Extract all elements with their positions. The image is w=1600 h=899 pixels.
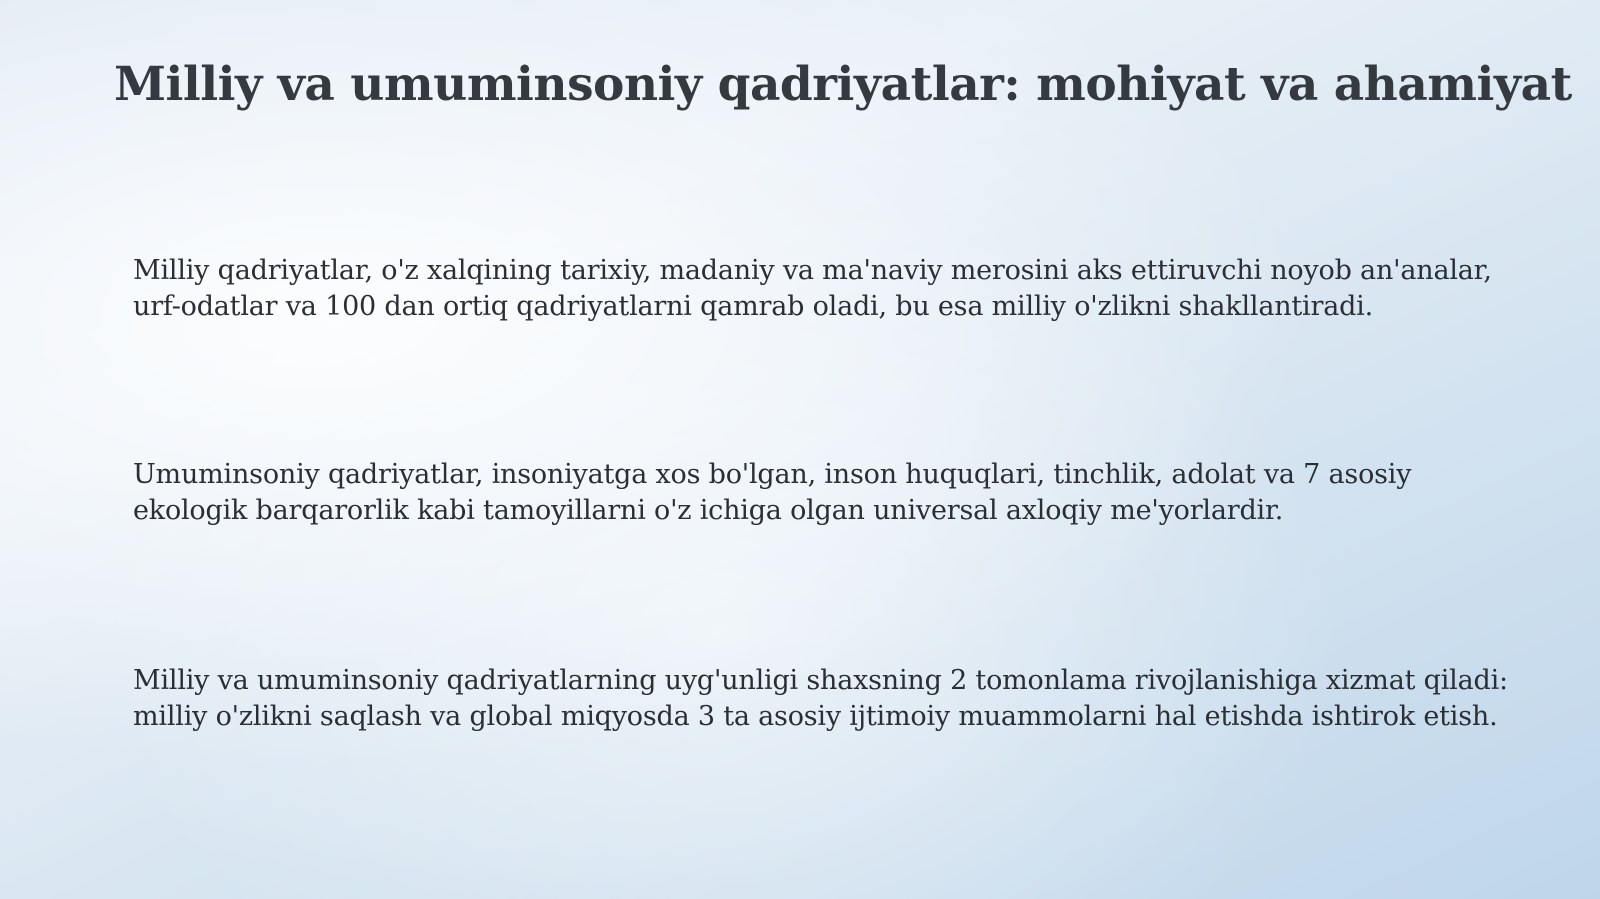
paragraph-harmony-of-values: Milliy va umuminsoniy qadriyatlarning uyg'unligi shaxsning 2 tomonlama rivojlanishiga xizmat qiladi: milliy o'zlikni saqlash va global miqyosda 3 ta asosiy ijtimoiy muammolarni hal etishda ishtirok etish. [133,665,1508,732]
slide-title: Milliy va umuminsoniy qadriyatlar: mohiyat va ahamiyat [114,57,1572,112]
paragraph-universal-values: Umuminsoniy qadriyatlar, insoniyatga xos bo'lgan, inson huquqlari, tinchlik, adolat va 7 asosiy ekologik barqarorlik kabi tamoyillarni o'z ichiga olgan universal axloqiy me'yorlardir. [133,459,1412,526]
paragraph-national-values: Milliy qadriyatlar, o'z xalqining tarixiy, madaniy va ma'naviy merosini aks ettiruvchi noyob an'analar, urf-odatlar va 100 dan ortiq qadriyatlarni qamrab oladi, bu esa milliy o'zlikni shakllantiradi. [133,255,1492,322]
